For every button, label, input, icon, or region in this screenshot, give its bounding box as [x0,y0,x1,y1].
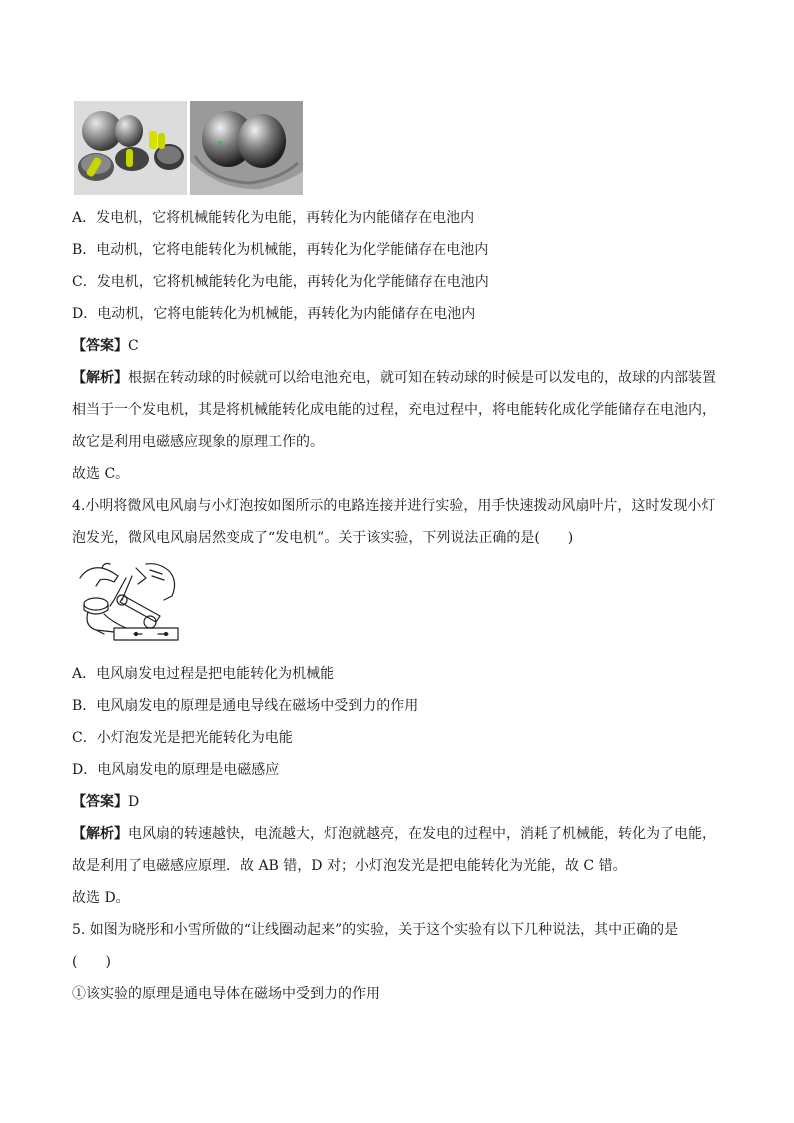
energy-ball-photo-left [74,101,187,195]
q4-stem-line-1: 4.小明将微风电风扇与小灯泡按如图所示的电路连接并进行实验，用手快速拨动风扇叶片，这时发现小灯 [72,498,716,514]
answer-label: 【答案】 [72,338,128,354]
answer-value: D [128,794,140,810]
q4-option-a: A．电风扇发电过程是把电能转化为机械能 [72,666,335,682]
q5-stem-line-1: 5. 如图为晓彤和小雪所做的“让线圈动起来”的实验，关于这个实验有以下几种说法，其中正确的是 [72,922,679,938]
q3-option-a: A．发电机，它将机械能转化为电能，再转化为内能储存在电池内 [72,210,475,226]
analysis-label: 【解析】 [72,826,128,842]
q3-analysis-line-2: 相当于一个发电机，其是将机械能转化成电能的过程，充电过程中，将电能转化成化学能储存在电池内， [72,402,716,418]
q3-option-b: B．电动机，它将电能转化为机械能，再转化为化学能储存在电池内 [72,242,489,258]
q4-conclusion: 故选 D。 [72,890,130,906]
energy-ball-photo-right [190,101,303,195]
q4-analysis-line-2: 故是利用了电磁感应原理．故 AB 错，D 对；小灯泡发光是把电能转化为光能，故 C 错。 [72,858,627,874]
q5-statement-1: ①该实验的原理是通电导体在磁场中受到力的作用 [72,986,380,1002]
analysis-label: 【解析】 [72,370,128,386]
q3-answer [72,336,742,356]
analysis-text: 根据在转动球的时候就可以给电池充电，就可知在转动球的时候是可以发电的，故球的内部装置 [128,370,716,386]
q4-answer [72,792,742,812]
q4-analysis-line-1 [72,824,742,844]
analysis-text: 电风扇的转速越快，电流越大，灯泡就越亮，在发电的过程中，消耗了机械能，转化为了电能， [128,826,716,842]
q4-option-c: C．小灯泡发光是把光能转化为电能 [72,730,293,746]
q3-option-c: C．发电机，它将机械能转化为电能，再转化为化学能储存在电池内 [72,274,489,290]
answer-label: 【答案】 [72,794,128,810]
q5-stem-line-2: ( ) [72,954,111,970]
q3-analysis-line-1 [72,368,742,388]
q3-analysis-line-3: 故它是利用电磁感应现象的原理工作的。 [72,434,324,450]
fan-circuit-figure [74,556,186,650]
q4-option-b: B．电风扇发电的原理是通电导线在磁场中受到力的作用 [72,698,419,714]
answer-value: C [128,338,139,354]
q4-option-d: D．电风扇发电的原理是电磁感应 [72,762,280,778]
q4-stem-line-2: 泡发光，微风电风扇居然变成了“发电机”。关于该实验，下列说法正确的是( ) [72,530,574,546]
q3-conclusion: 故选 C。 [72,466,130,482]
q3-option-d: D．电动机，它将电能转化为机械能，再转化为内能储存在电池内 [72,306,476,322]
